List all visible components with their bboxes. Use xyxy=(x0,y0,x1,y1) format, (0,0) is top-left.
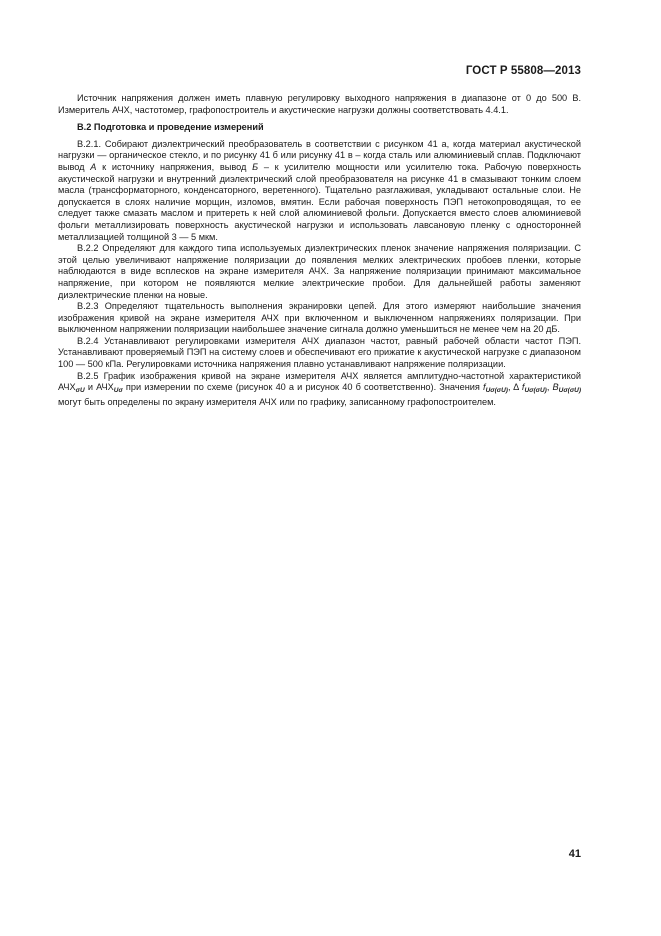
b21-terminal-a: А xyxy=(90,161,97,172)
b25-sub-4: Uσ(σU) xyxy=(524,387,547,395)
b25-sub-5: Uσ(σU) xyxy=(558,387,582,395)
b25-text-5: , xyxy=(546,382,553,393)
b25-sub-2: Uσ xyxy=(113,387,123,395)
intro-paragraph: Источник напряжения должен иметь плавную регулировку выходного напряжения в диапазоне от 0 до 500 В. Измеритель АЧХ, частотомер, графопостроитель и акустические нагрузки должны соответствовать 4.4.1. xyxy=(58,93,581,115)
b21-terminal-b: Б xyxy=(252,161,259,172)
b21-text-2: к источнику напряжения, вывод xyxy=(96,161,253,172)
b25-sub-1: σU xyxy=(75,387,85,395)
b21-text-3: – к усилителю мощности или усилителю тока. Рабочую поверхность акустической нагрузки и внутренний диэлектрический слой преобразователя на рисунке 41 в смазывают тонким слоем масла (трансформаторного, конденсаторного, веретенного). Тщательно разглаживая, укладывают остальные слои. Не допускается в слоях наличие морщин, изломов, вмятин. Если рабочая поверхность ПЭП нетокопроводящая, то ее следует также смазать маслом и притереть к ней слой алюминиевой фольги. Допускается вместо слоев алюминиевой фольги металлизировать поверхность акустической нагрузки и использовать лавсановую пленку с односторонней металлизацией толщиной 3 — 5 мкм. xyxy=(58,161,581,242)
b25-symbol-df: f xyxy=(521,382,525,393)
page-number: 41 xyxy=(568,848,581,860)
b25-sub-3: Uσ(σU) xyxy=(485,387,508,395)
section-title: В.2 Подготовка и проведение измерений xyxy=(77,122,264,133)
b25-symbol-b: B xyxy=(552,382,559,393)
b25-text-2: и АЧХ xyxy=(84,382,114,393)
paragraph-b22: В.2.2 Определяют для каждого типа используемых диэлектрических пленок значение напряжения поляризации. С этой целью увеличивают напряжение поляризации до появления мелких электрических пробоев пленки, которые наблюдаются в виде всплесков на экране измерителя АЧХ. За напряжение поляризации принимают максимальное напряжение, при котором не появляются мелкие электрические пробои. Для дальнейшей работы заменяют диэлектрические пленки на новые. xyxy=(58,243,581,300)
b21-text-1: В.2.1. Собирают диэлектрический преобразователь в соответствии с рисунком 41 а, когда материал акустической нагрузки — органическое стекло, и по рисунку 41 б или рисунку 41 в – когда сталь или алюминиевый сплав. Подключают вывод xyxy=(58,138,581,172)
document-header-standard: ГОСТ Р 55808—2013 xyxy=(465,65,581,77)
b25-text-1: В.2.5 График изображения кривой на экране измерителя АЧХ является амплитудно-частотной характеристикой АЧХ xyxy=(58,370,581,393)
page-content xyxy=(58,93,581,408)
b25-text-4: , Δ xyxy=(507,382,522,393)
b25-text-3: при измерении по схеме (рисунок 40 а и рисунок 40 б соответственно). Значения xyxy=(122,382,484,393)
paragraph-b21 xyxy=(58,139,581,243)
paragraph-b25 xyxy=(58,371,581,409)
b25-symbol-f: f xyxy=(483,382,486,393)
paragraph-b24: В.2.4 Устанавливают регулировками измерителя АЧХ диапазон частот, равный рабочей области частот ПЭП. Устанавливают проверяемый ПЭП на систему слоев и обеспечивают его прижатие к акустической нагрузке с диапазоном 100 — 500 кПа. Регулировками источника напряжения плавно устанавливают напряжение поляризации. xyxy=(58,335,581,370)
b25-text-6: могут быть определены по экрану измерителя АЧХ или по графику, записанному графопостроителем. xyxy=(58,396,496,407)
paragraph-b23: В.2.3 Определяют тщательность выполнения экранировки цепей. Для этого измеряют наибольшие значения изображения кривой на экране измерителя АЧХ при включенном и выключенном напряжениях поляризации. При выключенном напряжении поляризации наибольшее значение сигнала должно уменьшиться не менее чем на 20 дБ. xyxy=(58,301,581,335)
